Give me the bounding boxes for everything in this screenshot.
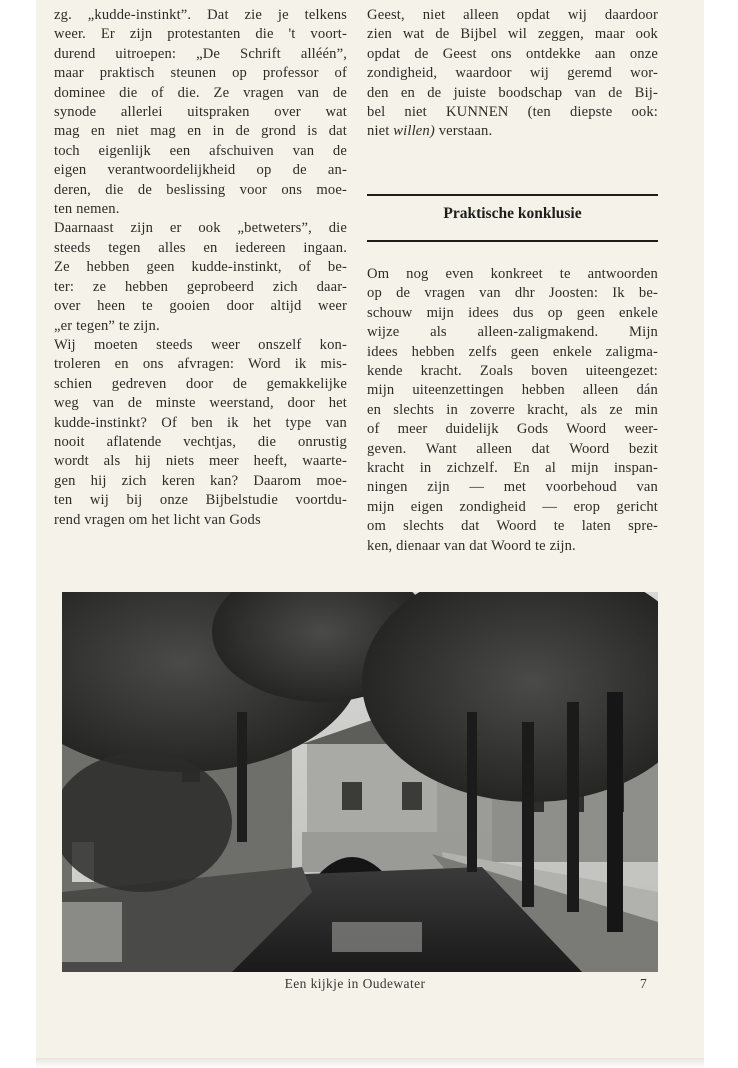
text-line: wordt als hij niets meer heeft, waarte- [54, 453, 347, 470]
text-line: eigen verantwoordelijkheid op de an- [54, 162, 347, 179]
left-column [54, 6, 347, 530]
text-line: Om nog even konkreet te antwoorden [367, 266, 658, 282]
text-line: ten nemen. [54, 201, 120, 218]
text-line: toch eigenlijk een afschuiven van de [54, 142, 347, 159]
text-line: bel niet KUNNEN (ten diepste ook: [367, 104, 658, 121]
page-number: 7 [640, 976, 647, 991]
text-line: schouw mijn idees dus op geen enkele [367, 304, 658, 321]
text-line: schien gedreven door de gemakkelijke [54, 375, 347, 392]
text-line: synode allerlei uitspraken over wat [54, 104, 347, 121]
text-line: ten wij bij onze Bijbelstudie voortdu- [54, 492, 347, 509]
heading-rule-top [367, 194, 658, 196]
text-line: geven. Want alleen dat Woord bezit [367, 440, 658, 457]
canal-photo-image [62, 592, 658, 972]
text-line: over heen te gooien door altijd weer [54, 298, 347, 315]
text-line: troleren en ons afvragen: Word ik mis- [54, 356, 347, 373]
text-line: idees hebben zelfs geen enkele zaligma- [367, 343, 658, 360]
text-line [367, 122, 658, 141]
text-line: Daarnaast zijn er ook „betweters”, die [54, 220, 347, 237]
text-line: zg. „kudde-instinkt”. Dat zie je telkens [54, 7, 347, 23]
text-line: kracht in zichzelf. En al mijn inspan- [367, 460, 658, 477]
text-line: ter: ze hebben geprobeerd zich daar- [54, 278, 347, 295]
text-line: „er tegen” te zijn. [54, 317, 160, 334]
page-shadow [36, 1058, 704, 1068]
left-paragraph-1 [54, 6, 347, 219]
canal-photo [62, 592, 658, 972]
text-line: kende kracht. Zoals boven uiteengezet: [367, 363, 658, 380]
text-line: steeds tegen alles en iedereen ingaan. [54, 239, 347, 256]
text-line: wijze als alleen-zaligmakend. Mijn [367, 324, 658, 341]
text-line: ningen zijn — met voorbehoud van [367, 479, 658, 496]
text-line: Geest, niet alleen opdat wij daardoor [367, 7, 658, 23]
text-line: durend uitroepen: „De Schrift alléén”, [54, 45, 347, 62]
text-line: om slechts dat Woord te laten spre- [367, 518, 658, 535]
right-paragraph-2 [367, 265, 658, 556]
photo-caption: Een kijkje in Oudewater [284, 976, 426, 991]
text-line: weer. Er zijn protestanten die 't voort- [54, 26, 347, 43]
left-paragraph-2 [54, 219, 347, 335]
section-heading: Praktische konklusie [443, 205, 582, 222]
text-line: of meer duidelijk Gods Woord weer- [367, 421, 658, 438]
left-paragraph-3 [54, 336, 347, 530]
text-line: zondigheid, waardoor wij geremd wor- [367, 65, 658, 82]
text-line: kudde-instinkt? Of ben ik het type van [54, 414, 347, 431]
text-line: rend vragen om het licht van Gods [54, 511, 261, 528]
text-line: mijn eigen zondigheid — erop gericht [367, 498, 658, 515]
text-line: gen hij zich keren kan? Daarom moe- [54, 472, 347, 489]
italic-text: willen) [393, 123, 435, 140]
text-line: en slechts in zoverre kracht, als ze min [367, 401, 658, 418]
text-line: maar praktisch steunen op professor of [54, 65, 347, 82]
text-line: ken, dienaar van dat Woord te zijn. [367, 537, 576, 554]
text-fragment: niet [367, 123, 394, 140]
text-line: dominee die of die. Ze vragen van de [54, 84, 347, 101]
text-line: weg van de minste weerstand, door het [54, 395, 347, 412]
text-line: op de vragen van dhr Joosten: Ik be- [367, 285, 658, 302]
text-line: Wij moeten steeds weer onszelf kon- [54, 336, 347, 353]
text-line: Ze hebben geen kudde-instinkt, of be- [54, 259, 347, 276]
text-line: nooit aflatende vechtjas, die onrustig [54, 433, 347, 450]
text-line: den en de juiste boodschap van de Bij- [367, 84, 658, 101]
text-fragment: verstaan. [434, 123, 493, 140]
right-column-lower [367, 265, 658, 556]
right-paragraph-1 [367, 6, 658, 142]
heading-rule-bottom [367, 240, 658, 242]
text-line: zien wat de Bijbel wil zeggen, maar ook [367, 26, 658, 43]
text-line: opdat de Geest ons ontdekke aan onze [367, 45, 658, 62]
text-line: mijn uiteenzettingen hebben alleen dán [367, 382, 658, 399]
text-line: deren, die de beslissing voor ons moe- [54, 181, 347, 198]
text-line: mag en niet mag en in de grond is dat [54, 123, 347, 140]
right-column [367, 6, 658, 142]
